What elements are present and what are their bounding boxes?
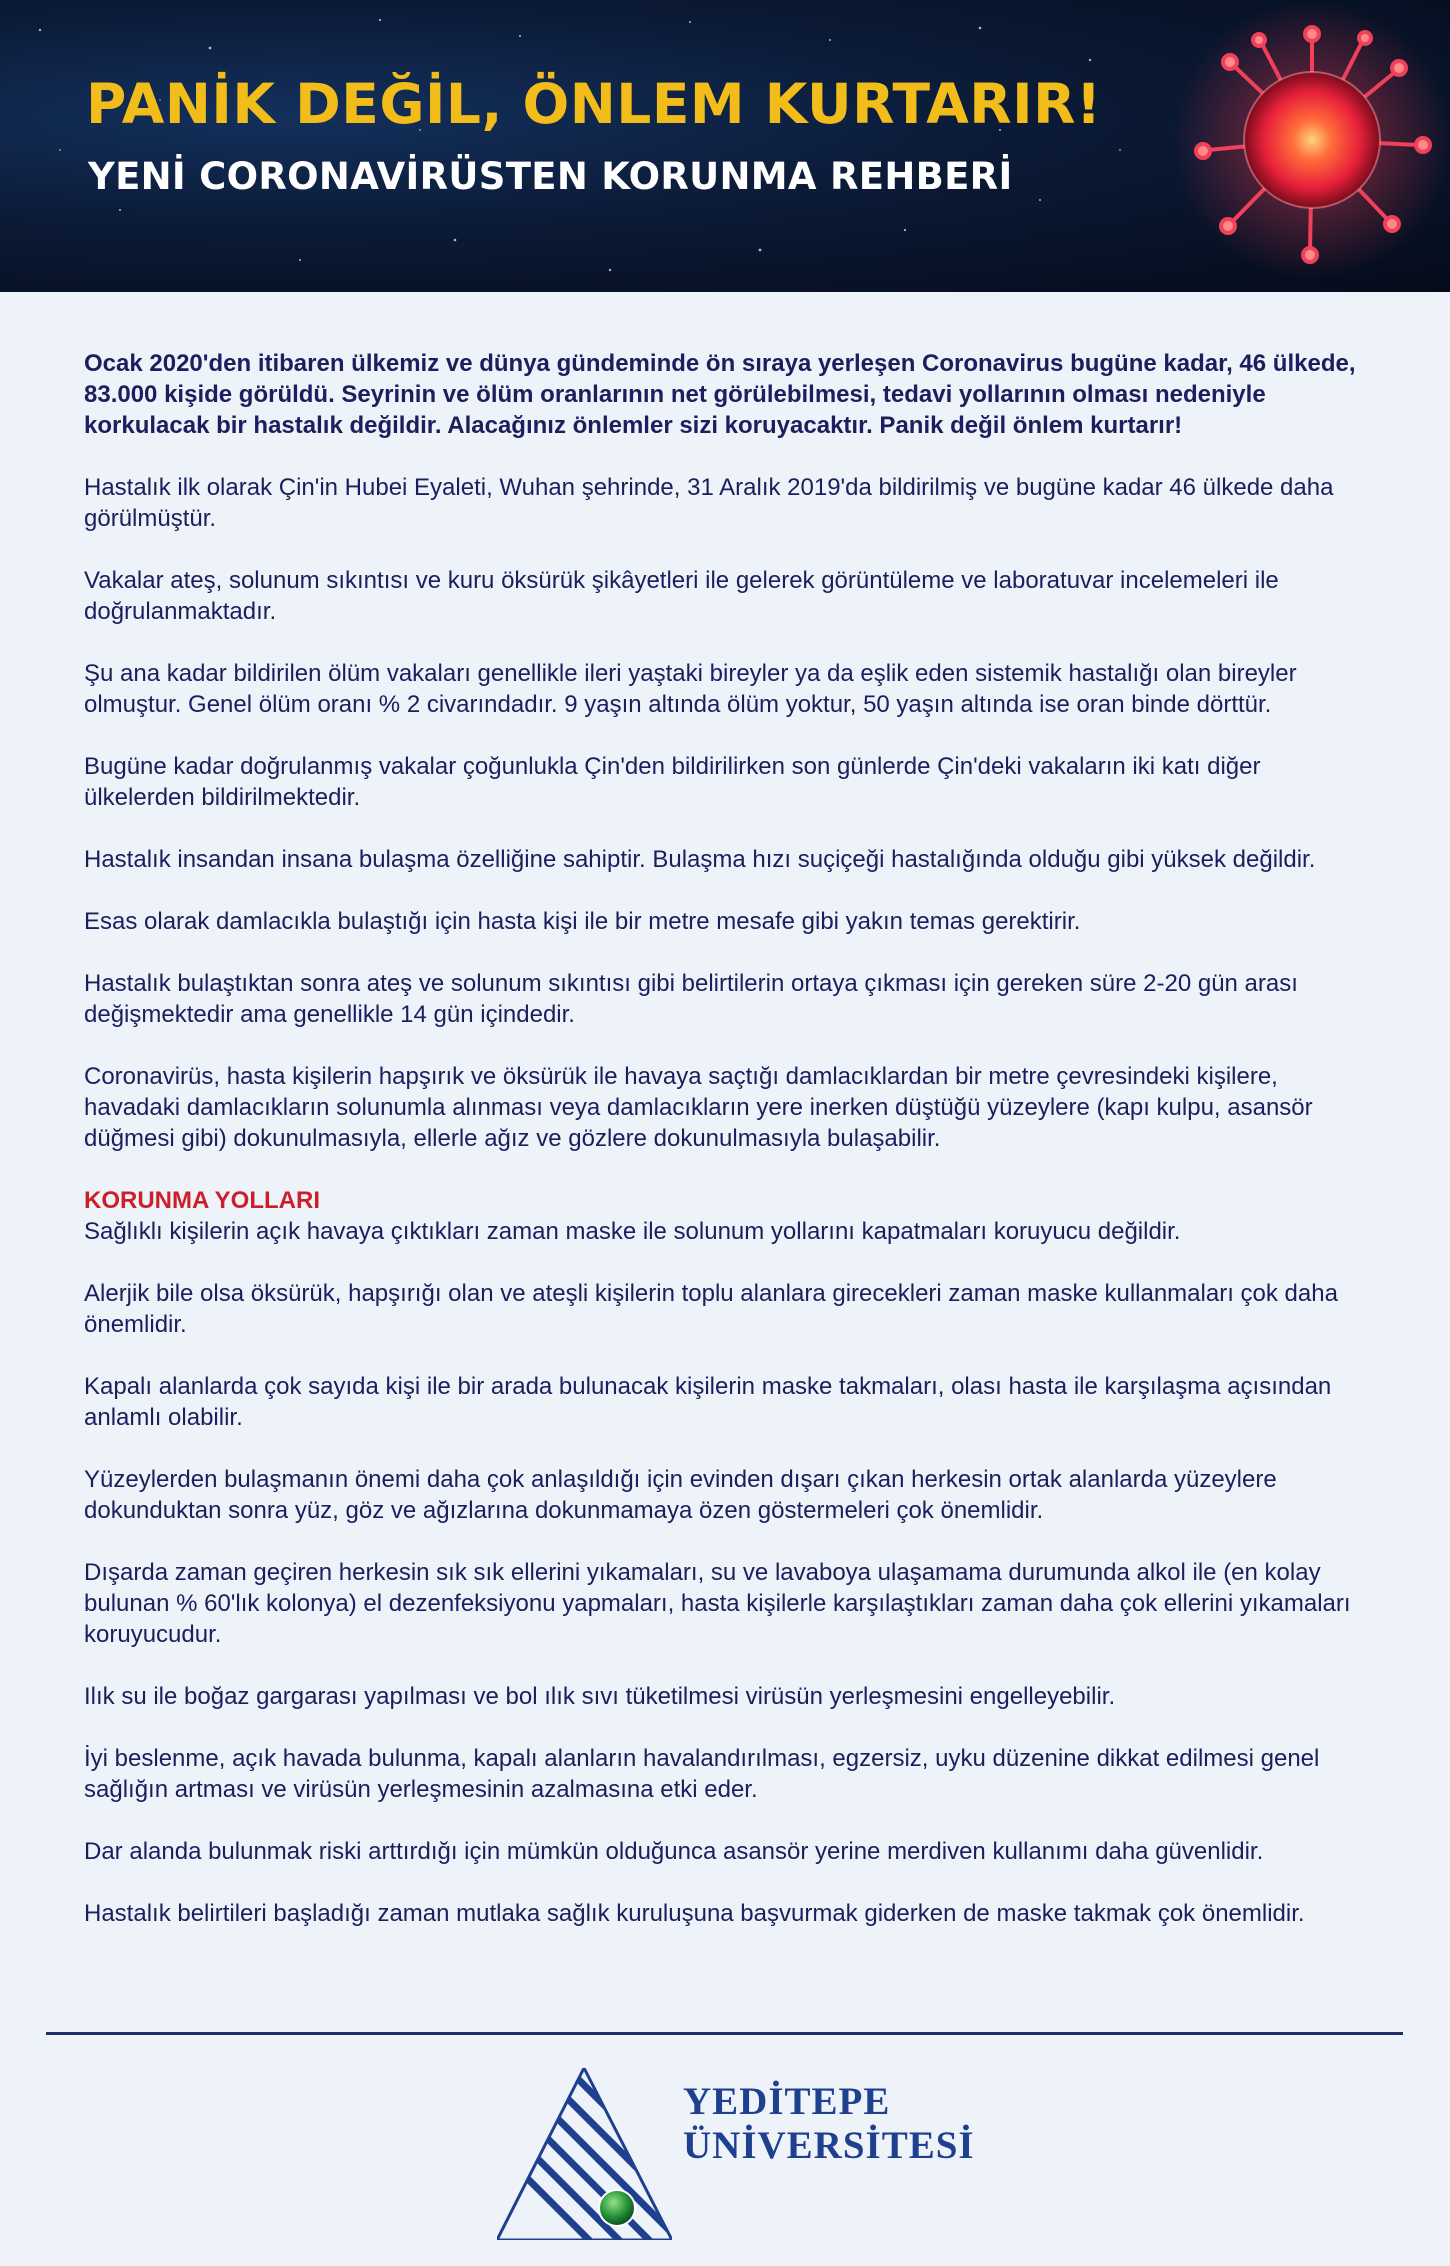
fact-paragraph: Coronavirüs, hasta kişilerin hapşırık ve öksürük ile havaya saçtığı damlacıklardan bir metre çevresindeki kişilere, havadaki damlacıkların solunumla alınması veya damlacıkların yere inerken düştüğü yüzeylere (kapı kulpu, asansör düğmesi gibi) dokunulmasıyla, ellerle ağız ve gözlere dokunulmasıyla bulaşabilir. (84, 1063, 1313, 1152)
fact-paragraph: Esas olarak damlacıkla bulaştığı için hasta kişi ile bir metre mesafe gibi yakın temas gerektirir. (84, 908, 1081, 935)
logo-line-2: ÜNİVERSİTESİ (683, 2124, 975, 2167)
yeditepe-logo-icon (497, 2068, 672, 2240)
footer-divider (46, 2032, 1403, 2035)
page-subtitle: YENİ CORONAVİRÜSTEN KORUNMA REHBERİ (88, 155, 1013, 198)
page-title: PANİK DEĞİL, ÖNLEM KURTARIR! (86, 72, 1102, 136)
header-banner (0, 0, 1450, 292)
fact-paragraph: Hastalık insandan insana bulaşma özelliğine sahiptir. Bulaşma hızı suçiçeği hastalığında olduğu gibi yüksek değildir. (84, 846, 1316, 873)
protection-paragraph: İyi beslenme, açık havada bulunma, kapalı alanların havalandırılması, egzersiz, uyku düzenine dikkat edilmesi genel sağlığın artması ve virüsün yerleşmesinin azalmasına etki eder. (84, 1745, 1320, 1803)
protection-paragraph: Ilık su ile boğaz gargarası yapılması ve bol ılık sıvı tüketilmesi virüsün yerleşmesini engelleyebilir. (84, 1683, 1116, 1710)
section-heading-protection: KORUNMA YOLLARI (84, 1187, 320, 1214)
university-name (683, 2080, 975, 2168)
virus-icon (1150, 0, 1450, 292)
protection-paragraph: Dar alanda bulunmak riski arttırdığı için mümkün olduğunca asansör yerine merdiven kullanımı daha güvenlidir. (84, 1838, 1264, 1865)
logo-line-1: YEDİTEPE (683, 2080, 891, 2123)
fact-paragraph: Vakalar ateş, solunum sıkıntısı ve kuru öksürük şikâyetleri ile gelerek görüntüleme ve laboratuvar incelemeleri ile doğrulanmaktadır. (84, 567, 1279, 625)
fact-paragraph: Bugüne kadar doğrulanmış vakalar çoğunlukla Çin'den bildirilirken son günlerde Çin'deki vakaların iki katı diğer ülkelerden bildirilmektedir. (84, 753, 1261, 811)
fact-paragraph: Şu ana kadar bildirilen ölüm vakaları genellikle ileri yaştaki bireyler ya da eşlik eden sistemik hastalığı olan bireyler olmuştur. Genel ölüm oranı % 2 civarındadır. 9 yaşın altında ölüm yoktur, 50 yaşın altında ise oran binde dörttür. (84, 660, 1297, 718)
protection-paragraph: Alerjik bile olsa öksürük, hapşırığı olan ve ateşli kişilerin toplu alanlara girecekleri zaman maske kullanmaları çok daha önemlidir. (84, 1280, 1338, 1338)
protection-paragraph: Dışarda zaman geçiren herkesin sık sık ellerini yıkamaları, su ve lavaboya ulaşamama durumunda alkol ile (en kolay bulunan % 60'lık kolonya) el dezenfeksiyonu yapmaları, hasta kişilerle karşılaştıkları zaman daha çok ellerini yıkamaları koruyucudur. (84, 1559, 1351, 1648)
intro-paragraph: Ocak 2020'den itibaren ülkemiz ve dünya gündeminde ön sıraya yerleşen Coronavirus bugüne kadar, 46 ülkede, 83.000 kişide görüldü. Seyrinin ve ölüm oranlarının net görülebilmesi, tedavi yollarının olması nedeniyle korkulacak bir hastalık değildir. Alacağınız önlemler sizi koruyacaktır. Panik değil önlem kurtarır! (84, 350, 1356, 439)
fact-paragraph: Hastalık ilk olarak Çin'in Hubei Eyaleti, Wuhan şehrinde, 31 Aralık 2019'da bildirilmiş ve bugüne kadar 46 ülkede daha görülmüştür. (84, 474, 1334, 532)
fact-paragraph: Hastalık bulaştıktan sonra ateş ve solunum sıkıntısı gibi belirtilerin ortaya çıkması için gereken süre 2-20 gün arası değişmektedir ama genellikle 14 gün içindedir. (84, 970, 1298, 1028)
protection-paragraph: Hastalık belirtileri başladığı zaman mutlaka sağlık kuruluşuna başvurmak giderken de maske takmak çok önemlidir. (84, 1900, 1305, 1927)
protection-paragraph: Kapalı alanlarda çok sayıda kişi ile bir arada bulunacak kişilerin maske takmaları, olası hasta ile karşılaşma açısından anlamlı olabilir. (84, 1373, 1332, 1431)
protection-paragraph: Yüzeylerden bulaşmanın önemi daha çok anlaşıldığı için evinden dışarı çıkan herkesin ortak alanlarda yüzeylere dokunduktan sonra yüz, göz ve ağızlarına dokunmamaya özen göstermeleri çok önemlidir. (84, 1466, 1277, 1524)
protection-paragraph: Sağlıklı kişilerin açık havaya çıktıkları zaman maske ile solunum yollarını kapatmaları koruyucu değildir. (84, 1218, 1181, 1245)
article-body (84, 348, 1374, 1960)
